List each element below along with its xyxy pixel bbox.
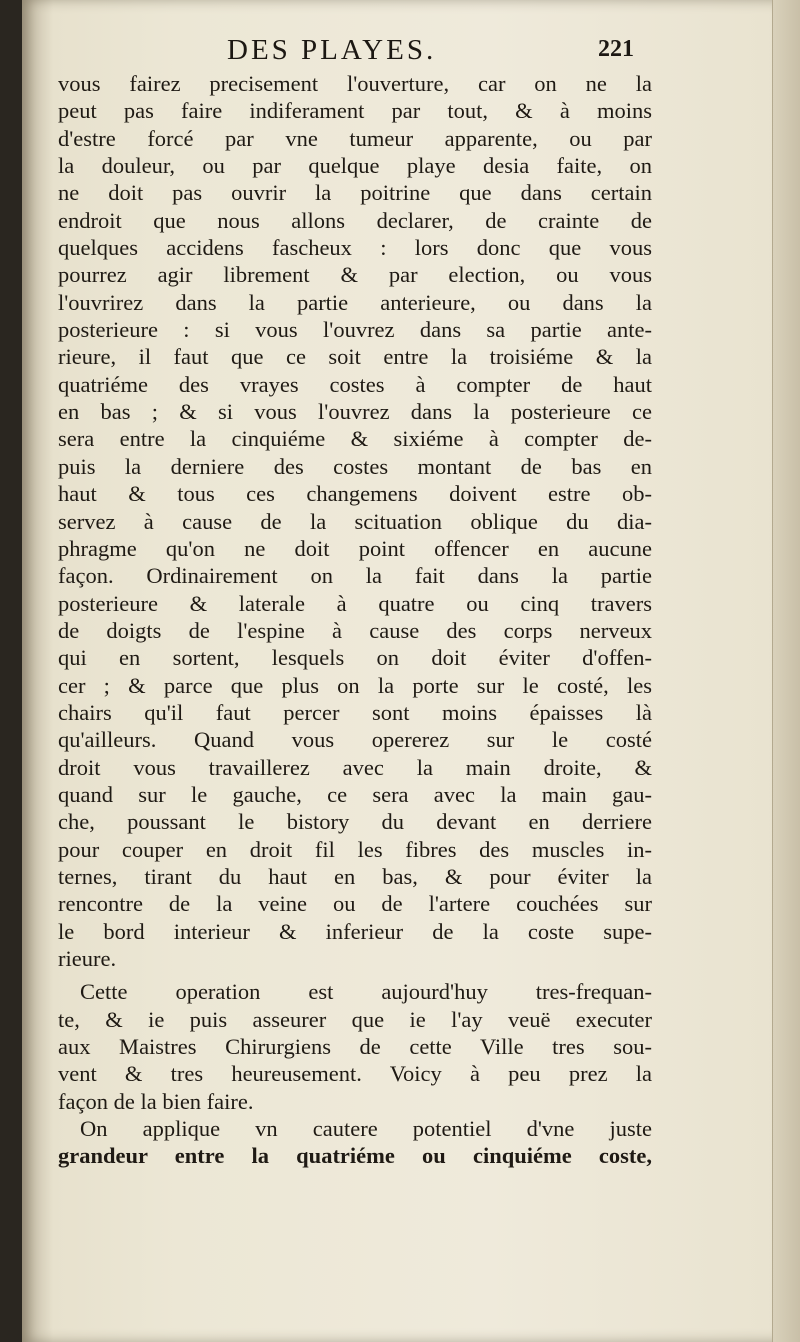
running-title: DES PLAYES. <box>227 34 437 66</box>
text-line: droit vous travaillerez avec la main droite, & <box>58 754 652 780</box>
text-line: sera entre la cinquiéme & sixiéme à compter de- <box>58 426 652 452</box>
book-page <box>22 0 800 1342</box>
text-line: vent & tres heureusement. Voicy à peu prez la <box>58 1061 652 1087</box>
text-line: ternes, tirant du haut en bas, & pour éviter la <box>58 863 652 889</box>
text-line: chairs qu'il faut percer sont moins épaisses là <box>58 699 652 725</box>
text-line: le bord interieur & inferieur de la coste supe- <box>58 918 652 944</box>
text-line: façon. Ordinairement on la fait dans la partie <box>58 563 652 589</box>
text-line: quelques accidens fascheux : lors donc que vous <box>58 235 652 261</box>
text-line: grandeur entre la quatriéme ou cinquiéme coste, <box>58 1143 652 1169</box>
text-line: haut & tous ces changemens doivent estre ob- <box>58 481 652 507</box>
text-line: quatriéme des vrayes costes à compter de haut <box>58 371 652 397</box>
text-line: servez à cause de la scituation oblique du dia- <box>58 508 652 534</box>
text-line: qu'ailleurs. Quand vous opererez sur le costé <box>58 727 652 753</box>
text-line: endroit que nous allons declarer, de crainte de <box>58 207 652 233</box>
text-line: puis la derniere des costes montant de bas en <box>58 453 652 479</box>
text-line: en bas ; & si vous l'ouvrez dans la posterieure ce <box>58 399 652 425</box>
text-line: qui en sortent, lesquels on doit éviter d'offen- <box>58 645 652 671</box>
body-text <box>58 70 652 1170</box>
text-line: rieure, il faut que ce soit entre la troisiéme & la <box>58 344 652 370</box>
paragraph-1 <box>58 70 652 972</box>
paragraph-2 <box>58 978 652 1115</box>
text-line: Cette operation est aujourd'huy tres-frequan- <box>80 979 652 1005</box>
text-line: la douleur, ou par quelque playe desia faite, on <box>58 153 652 179</box>
text-line: cer ; & parce que plus on la porte sur le costé, les <box>58 672 652 698</box>
text-line: de doigts de l'espine à cause des corps nerveux <box>58 617 652 643</box>
text-line: phragme qu'on ne doit point offencer en aucune <box>58 535 652 561</box>
text-line: façon de la bien faire. <box>58 1088 254 1114</box>
text-line: posterieure : si vous l'ouvrez dans sa partie ante- <box>58 317 652 343</box>
text-line: quand sur le gauche, ce sera avec la main gau- <box>58 781 652 807</box>
text-line: posterieure & laterale à quatre ou cinq travers <box>58 590 652 616</box>
text-line: On applique vn cautere potentiel d'vne juste <box>80 1116 652 1142</box>
text-line: ne doit pas ouvrir la poitrine que dans certain <box>58 180 652 206</box>
text-line: pourrez agir librement & par election, ou vous <box>58 262 652 288</box>
text-line: vous fairez precisement l'ouverture, car on ne la <box>58 71 652 96</box>
text-line: te, & ie puis asseurer que ie l'ay veuë executer <box>58 1006 652 1032</box>
text-line: pour couper en droit fil les fibres des muscles in- <box>58 836 652 862</box>
text-line: che, poussant le bistory du devant en derriere <box>58 809 652 835</box>
page-number: 221 <box>598 36 634 62</box>
page-header <box>22 34 800 74</box>
text-line: peut pas faire indiferament par tout, & à moins <box>58 98 652 124</box>
paragraph-3 <box>58 1115 652 1170</box>
text-line: l'ouvrirez dans la partie anterieure, ou dans la <box>58 289 652 315</box>
text-line: d'estre forcé par vne tumeur apparente, ou par <box>58 125 652 151</box>
text-line: rieure. <box>58 946 117 971</box>
text-line: aux Maistres Chirurgiens de cette Ville tres sou- <box>58 1034 652 1060</box>
page-edge <box>772 0 800 1342</box>
text-line: rencontre de la veine ou de l'artere couchées sur <box>58 891 652 917</box>
